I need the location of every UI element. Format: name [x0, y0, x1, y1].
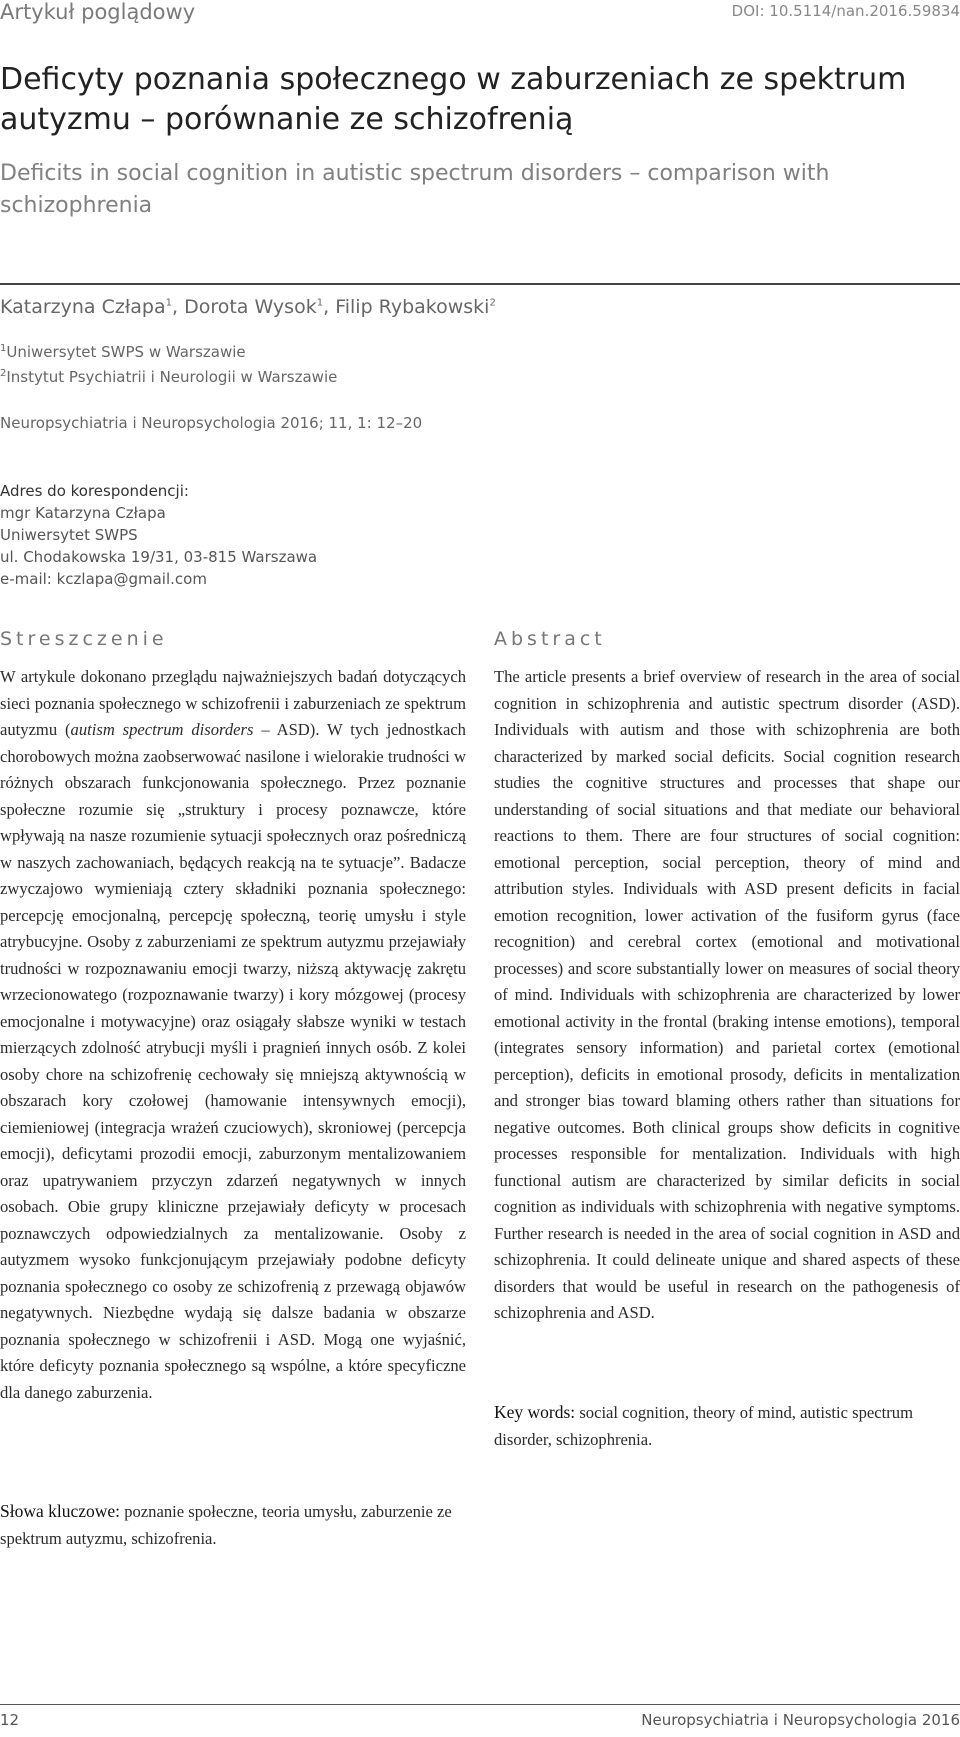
english-title: Deficits in social cognition in autistic spectrum disorders – comparison with schizophrenia: [0, 161, 830, 218]
author-affiliation-mark: 1: [165, 297, 172, 309]
correspondence-line: ul. Chodakowska 19/31, 03-815 Warszawa: [0, 548, 318, 566]
keywords-en: [494, 1399, 960, 1453]
page-number: 12: [0, 1711, 20, 1729]
keywords-en-text: social cognition, theory of mind, autistic spectrum disorder, schizophrenia.: [494, 1403, 913, 1449]
keywords-pl-text: poznanie społeczne, teoria umysłu, zaburzenie ze spektrum autyzmu, schizofrenia.: [0, 1502, 452, 1548]
streszczenie-text: – ASD). W tych jednostkach chorobowych można zaobserwować nasilone i wielorakie trudności w różnych obszarach funkcjonowania społecznego. Przez poznanie społeczne rozumie się „struktury i procesy poznawcze, które wpływają na nasze rozumienie sytuacji społecznych oraz pośredniczą w naszych zachowaniach, będących reakcją na te sytuacje”. Badacze zwyczajowo wymieniają cztery składniki poznania społecznego: percepcję emocjonalną, percepcję społeczną, teorię umysłu i style atrybucyjne. Osoby z zaburzeniami ze spektrum autyzmu przejawiały trudności w rozpoznawaniu emocji twarzy, niższą aktywację zakrętu wrzecionowatego (rozpoznawanie twarzy) i kory mózgowej (procesy emocjonalne i motywacyjne) oraz osiągały słabsze wyniki w testach mierzących zdolność atrybucji myśli i pragnień innych osób. Z kolei osoby chore na schizofrenię cechowały się mniejszą aktywnością w obszarach kory czołowej (hamowanie intensywnych emocji), ciemieniowej (integracja wrażeń czuciowych), skroniowej (percepcja emocji), deficytami prozodii emocji, zaburzonym mentalizowaniem oraz upatrywaniem przyczyn zdarzeń negatywnych w innych osobach. Obie grupy kliniczne przejawiały deficyty w procesach poznawczych odpowiedzialnych za mentalizowanie. Osoby z autyzmem wysoko funkcjonującym przejawiały podobne deficyty poznania społecznego co osoby ze schizofrenią z przewagą objawów negatywnych. Niezbędne wydają się dalsze badania w obszarze poznania społecznego w schizofrenii i ASD. Mogą one wyjaśnić, które deficyty poznania społecznego są wspólne, a które specyficzne dla danego zaburzenia.: [0, 720, 466, 1402]
title-divider: [0, 283, 960, 285]
affiliation: [0, 343, 246, 361]
doi-label: DOI: 10.5114/nan.2016.59834: [731, 2, 960, 20]
author-affiliation-mark: 1: [316, 297, 324, 309]
journal-citation: Neuropsychiatria i Neuropsychologia 2016; 11, 1: 12–20: [0, 414, 423, 432]
affiliation-mark: 2: [0, 368, 7, 379]
keywords-en-label: Key words:: [494, 1402, 576, 1422]
abstract-heading: Abstract: [494, 628, 606, 650]
correspondence-block: [0, 480, 317, 590]
correspondence-email[interactable]: e-mail: kczlapa@gmail.com: [0, 570, 207, 588]
streszczenie-italic-term: autism spectrum disorders: [70, 720, 254, 739]
abstract-body: The article presents a brief overview of research in the area of social cognition in schizophrenia and autistic spectrum disorder (ASD). Individuals with autism and those with schizophrenia are both characterized by marked social deficits. Social cognition research studies the cognitive structures and processes that shape our understanding of social situations and that mediate our behavioral reactions to them. There are four structures of social cognition: emotional perception, social perception, theory of mind and attribution styles. Individuals with ASD present deficits in facial emotion recognition, lower activation of the fusiform gyrus (face recognition) and cerebral cortex (emotional and motivational processes) and score substantially lower on measures of social theory of mind. Individuals with schizophrenia are characterized by lower emotional activity in the frontal (braking intense emotions), temporal (integrates sensory information) and parietal cortex (emotional perception), deficits in emotional prosody, deficits in mentalization and stronger bias toward blaming others rather than situations for negative outcomes. Both clinical groups show deficits in cognitive processes responsible for mentalization. Individuals with high functional autism are characterized by similar deficits in social cognition as individuals with schizophrenia with negative symptoms. Further research is needed in the area of social cognition in ASD and schizophrenia. It could delineate unique and shared aspects of these disorders that would be useful in research on the pathogenesis of schizophrenia and ASD.: [494, 667, 960, 1322]
streszczenie-heading: Streszczenie: [0, 628, 168, 650]
streszczenie-text: W artykule dokonano przeglądu najważniejszych badań dotyczących sieci poznania społecznego w schizofrenii i zaburzeniach ze spektrum autyzmu (: [0, 667, 466, 739]
footer-journal-name: Neuropsychiatria i Neuropsychologia 2016: [641, 1711, 960, 1729]
correspondence-line: Uniwersytet SWPS: [0, 526, 138, 544]
author-name: Filip Rybakowski: [335, 296, 490, 318]
affiliation-mark: 1: [0, 343, 7, 354]
keywords-pl: [0, 1498, 470, 1552]
keywords-pl-label: Słowa kluczowe:: [0, 1501, 121, 1521]
author-name: Katarzyna Człapa: [0, 296, 166, 318]
correspondence-label: Adres do korespondencji:: [0, 482, 189, 500]
footer-divider: [0, 1704, 960, 1705]
article-type-label: Artykuł poglądowy: [0, 0, 196, 24]
author-name: Dorota Wysok: [184, 296, 317, 318]
author-list: Katarzyna Człapa$^1$, Dorota Wysok$^1$, Filip Rybakowski$^2$: [0, 296, 496, 318]
affiliation: [0, 368, 337, 386]
correspondence-line: mgr Katarzyna Człapa: [0, 504, 166, 522]
streszczenie-body: [0, 664, 466, 1406]
page-title: Deficyty poznania społecznego w zaburzeniach ze spektrum autyzmu – porównanie ze schizofrenią: [0, 62, 907, 137]
affiliation-text: Uniwersytet SWPS w Warszawie: [6, 343, 246, 361]
author-affiliation-mark: 2: [489, 297, 496, 309]
affiliation-text: Instytut Psychiatrii i Neurologii w Warszawie: [6, 368, 338, 386]
